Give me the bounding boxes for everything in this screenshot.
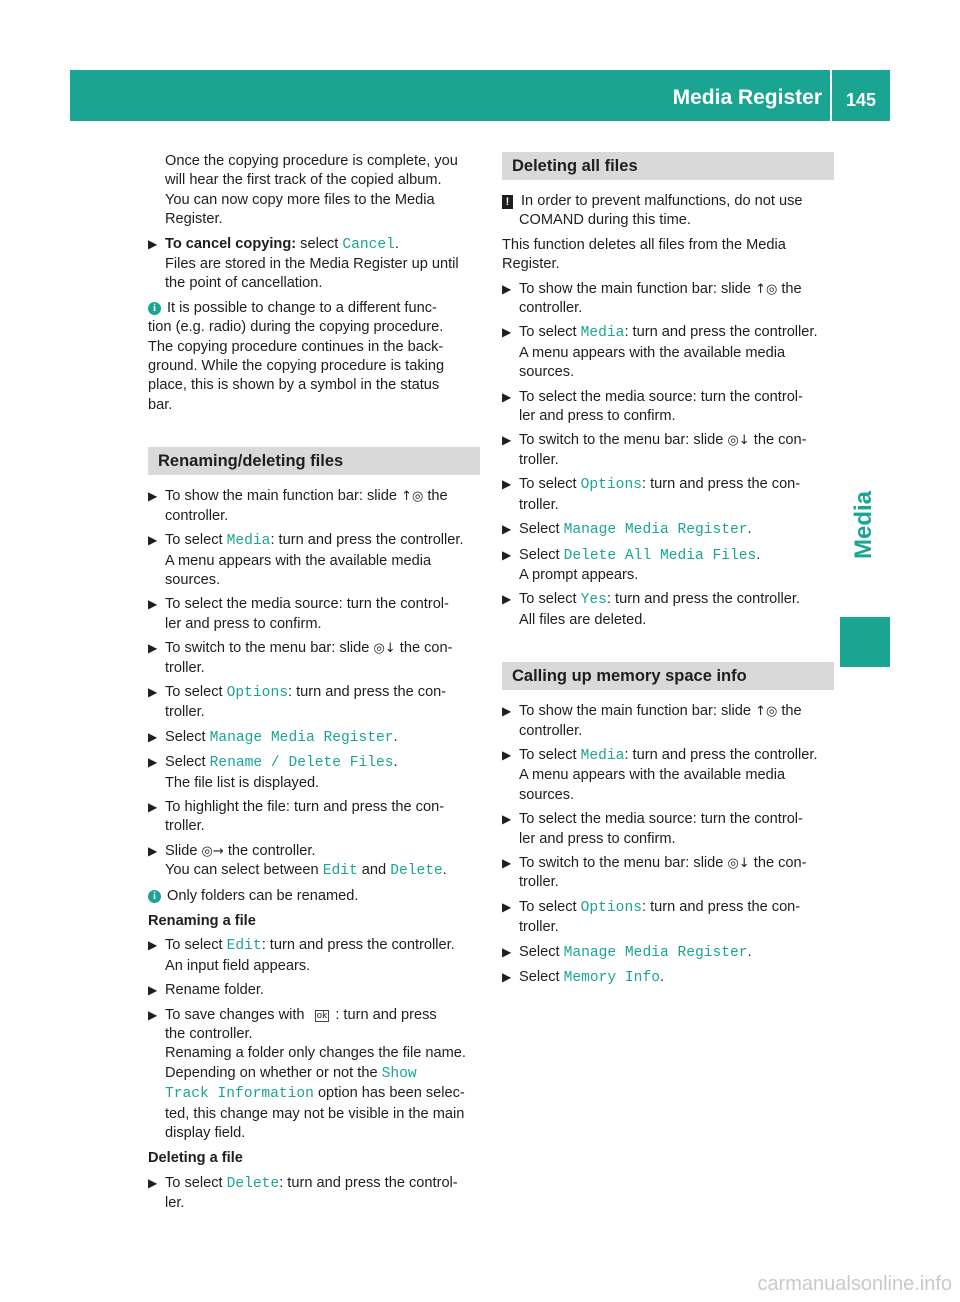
step-text: To show the main function bar: slide	[519, 280, 756, 297]
info-text: The copying procedure continues in the back-	[148, 338, 444, 355]
step-text: ler and press to confirm.	[165, 615, 322, 632]
step-arrow-icon: ▶	[148, 1007, 158, 1022]
menu-item-track-information: Track Information	[165, 1086, 314, 1103]
step	[148, 936, 480, 976]
step-text: .	[747, 943, 752, 960]
step	[148, 683, 480, 723]
step-text: Select	[519, 943, 564, 960]
step-text: controller.	[519, 722, 583, 739]
step	[502, 746, 834, 805]
step-arrow-icon: ▶	[502, 547, 512, 562]
step-text: Select	[519, 969, 564, 985]
menu-item-delete-all-media-files: Delete All Media Files	[563, 547, 757, 564]
intro-line: You can now copy more files to the Media	[165, 191, 435, 208]
intro-paragraph	[148, 152, 480, 230]
step-text: sources.	[519, 786, 575, 803]
warning-icon: !	[502, 195, 513, 209]
menu-item-delete: Delete	[226, 1175, 280, 1192]
step	[502, 810, 834, 849]
left-column	[148, 152, 480, 1219]
menu-item-memory-info: Memory Info	[563, 970, 660, 986]
step	[148, 1006, 480, 1144]
step-text: .	[747, 521, 752, 538]
step	[502, 898, 834, 938]
step-arrow-icon: ▶	[148, 983, 158, 998]
menu-item-show: Show	[381, 1065, 417, 1082]
step-arrow-icon: ▶	[148, 799, 158, 814]
description	[502, 236, 834, 275]
step-text: select	[296, 235, 343, 252]
step	[148, 531, 480, 590]
step-text: : turn and press the control-	[279, 1174, 458, 1191]
step-text: : turn and press	[335, 1006, 437, 1023]
step	[502, 520, 834, 540]
step-text: and	[357, 862, 391, 879]
step-text: the controller.	[165, 1026, 253, 1043]
step-text: To select	[519, 476, 581, 493]
step-arrow-icon: ▶	[502, 522, 512, 537]
info-text: Only folders can be renamed.	[167, 887, 359, 904]
step	[148, 487, 480, 526]
step	[502, 854, 834, 893]
menu-item-edit: Edit	[226, 938, 262, 955]
menu-item-manage-media-register: Manage Media Register	[209, 729, 394, 746]
step-text: the	[777, 280, 802, 297]
step-text: sources.	[165, 571, 221, 588]
step-text: To select	[165, 1174, 227, 1191]
step-text: To select	[519, 591, 581, 608]
info-text: place, this is shown by a symbol in the status	[148, 377, 440, 394]
step-text: To save changes with	[165, 1006, 309, 1023]
step-text: To select	[519, 898, 581, 915]
step-arrow-icon: ▶	[502, 944, 512, 959]
step-text: option has been selec-	[313, 1085, 465, 1102]
header-divider	[830, 70, 832, 121]
step-text: the	[777, 703, 802, 720]
step-arrow-icon: ▶	[148, 533, 158, 548]
step-arrow-icon: ▶	[502, 812, 512, 827]
info-icon: i	[148, 302, 161, 315]
subheading-renaming-a-file: Renaming a file	[148, 913, 256, 929]
warning-text: In order to prevent malfunctions, do not use	[521, 193, 803, 209]
step-text: : turn and press the controller.	[261, 937, 455, 954]
step-text: To show the main function bar: slide	[519, 703, 756, 720]
cancel-copying-step	[148, 235, 480, 294]
step-arrow-icon: ▶	[148, 755, 158, 770]
step-text: A menu appears with the available media	[519, 767, 786, 784]
step-text: Select	[519, 546, 564, 563]
step	[148, 1174, 480, 1214]
step	[502, 968, 834, 988]
step-text: To switch to the menu bar: slide	[165, 640, 374, 657]
step-text: All files are deleted.	[519, 611, 647, 628]
step-text: the controller.	[223, 842, 316, 859]
warning-note	[502, 192, 834, 231]
intro-line: will hear the first track of the copied album.	[165, 172, 442, 189]
step-text: the	[423, 488, 448, 505]
intro-line: Register.	[165, 211, 223, 228]
menu-item-options: Options	[580, 899, 642, 916]
step-text: : turn and press the con-	[641, 898, 801, 915]
step-text: To select the media source: turn the control-	[519, 811, 803, 828]
menu-item-delete: Delete	[390, 863, 443, 880]
step-arrow-icon: ▶	[502, 970, 512, 984]
step-arrow-icon: ▶	[502, 389, 512, 404]
step-text: A prompt appears.	[519, 566, 639, 583]
step-text: : turn and press the controller.	[624, 746, 818, 763]
step-arrow-icon: ▶	[502, 592, 512, 607]
menu-item-manage-media-register: Manage Media Register	[563, 522, 748, 539]
ok-icon: ok	[316, 1010, 328, 1021]
page-header-title: Media Register	[672, 86, 822, 109]
side-tab-text: Media	[850, 490, 877, 560]
info-note	[148, 299, 480, 415]
step-text: .	[393, 754, 398, 771]
step-text: A menu appears with the available media	[519, 344, 786, 361]
step	[148, 639, 480, 678]
step-arrow-icon: ▶	[148, 1175, 158, 1190]
step	[502, 943, 834, 963]
step-text: : turn and press the con-	[641, 476, 801, 493]
controller-slide-up-icon: ↑◎	[755, 281, 778, 297]
step-text: : turn and press the controller.	[606, 591, 801, 608]
step-arrow-icon: ▶	[148, 843, 158, 858]
step-text: the point of cancellation.	[165, 275, 323, 292]
step-arrow-icon: ▶	[502, 747, 512, 762]
step-arrow-icon: ▶	[502, 281, 512, 296]
intro-line: Once the copying procedure is complete, you	[165, 153, 458, 169]
step-text: ler and press to confirm.	[519, 408, 676, 425]
step-text: To switch to the menu bar: slide	[519, 854, 728, 871]
section-heading-deleting-all-files: Deleting all files	[502, 152, 834, 180]
step-text: To show the main function bar: slide	[165, 488, 402, 505]
step-text: the con-	[749, 432, 807, 449]
side-tab-block	[840, 617, 890, 667]
menu-item-edit: Edit	[322, 863, 358, 880]
step-text: To select the media source: turn the control-	[165, 596, 449, 613]
step-bold-label: To cancel copying:	[165, 235, 297, 252]
menu-item-manage-media-register: Manage Media Register	[563, 944, 748, 961]
step-arrow-icon: ▶	[148, 236, 158, 251]
step-text: .	[393, 728, 398, 745]
step-text: troller.	[165, 704, 205, 721]
menu-item-rename-delete-files: Rename / Delete Files	[209, 755, 394, 772]
step-text: An input field appears.	[165, 957, 311, 974]
right-column	[502, 152, 834, 993]
step	[148, 798, 480, 837]
step	[502, 280, 834, 319]
step-text: .	[659, 969, 665, 985]
subheading-deleting-a-file: Deleting a file	[148, 1150, 243, 1167]
section-heading-memory-space-info: Calling up memory space info	[502, 662, 834, 690]
step-text: troller.	[519, 496, 559, 513]
step-arrow-icon: ▶	[502, 855, 512, 870]
controller-slide-up-icon: ↑◎	[755, 704, 778, 720]
controller-slide-down-icon: ◎↓	[373, 641, 396, 657]
info-text: tion (e.g. radio) during the copying procedure.	[148, 319, 444, 336]
step-text: Select	[519, 521, 564, 538]
step-arrow-icon: ▶	[148, 641, 158, 656]
controller-slide-up-icon: ↑◎	[401, 489, 424, 505]
step-text: To select	[165, 683, 227, 700]
step	[502, 475, 834, 515]
step-text: .	[394, 235, 399, 252]
step-text: The file list is displayed.	[165, 774, 320, 791]
step-text: the con-	[749, 854, 807, 871]
step-text: You can select between	[165, 862, 323, 879]
step-arrow-icon: ▶	[148, 684, 158, 699]
step-arrow-icon: ▶	[148, 938, 158, 953]
step-text: ted, this change may not be visible in the main	[165, 1105, 465, 1122]
step-text: To select	[519, 746, 581, 763]
step	[502, 702, 834, 741]
page-number: 145	[846, 90, 877, 110]
step-text: To select the media source: turn the control-	[519, 388, 803, 405]
step-text: To select	[165, 937, 227, 954]
step-text: troller.	[519, 874, 559, 891]
controller-slide-down-icon: ◎↓	[727, 433, 750, 449]
menu-item-media: Media	[226, 533, 271, 550]
step	[148, 595, 480, 634]
step	[502, 323, 834, 382]
step	[502, 590, 834, 630]
step-text: To select	[519, 324, 581, 341]
menu-item-media: Media	[580, 747, 625, 764]
step-text: : turn and press the con-	[287, 683, 447, 700]
step-arrow-icon: ▶	[502, 477, 512, 492]
watermark: carmanualsonline.info	[757, 1273, 952, 1295]
step-text: Renaming a folder only changes the file name.	[165, 1045, 466, 1062]
step-text: the con-	[395, 640, 453, 657]
step-arrow-icon: ▶	[148, 489, 158, 504]
step-text: controller.	[519, 300, 583, 317]
menu-item-yes: Yes	[580, 592, 607, 609]
step-text: troller.	[165, 818, 205, 835]
step-text: Slide	[165, 842, 202, 859]
info-note	[148, 887, 480, 906]
step-text: .	[756, 546, 761, 563]
step-text: A menu appears with the available media	[165, 552, 432, 569]
description-text: Register.	[502, 256, 560, 273]
step-arrow-icon: ▶	[502, 704, 512, 719]
step	[148, 842, 480, 882]
info-text: bar.	[148, 396, 173, 413]
step-text: Rename folder.	[165, 982, 264, 999]
step	[502, 388, 834, 427]
step-arrow-icon: ▶	[148, 597, 158, 612]
step-text: troller.	[165, 659, 205, 676]
controller-slide-down-icon: ◎↓	[727, 855, 750, 871]
info-text: It is possible to change to a different func-	[167, 299, 437, 316]
step-text: Files are stored in the Media Register up until	[165, 256, 459, 273]
step-text: To highlight the file: turn and press the con-	[165, 798, 445, 815]
step-arrow-icon: ▶	[502, 433, 512, 448]
step	[148, 981, 480, 1000]
info-text: ground. While the copying procedure is taking	[148, 358, 445, 375]
step-text: To select	[165, 532, 227, 549]
step	[148, 728, 480, 748]
step-text: troller.	[519, 919, 559, 936]
warning-text: COMAND during this time.	[519, 212, 691, 229]
step-text: sources.	[519, 364, 575, 381]
step	[502, 546, 834, 586]
description-text: This function deletes all files from the Media	[502, 236, 786, 253]
step-arrow-icon: ▶	[502, 325, 512, 340]
controller-slide-right-icon: ◎→	[201, 843, 224, 859]
menu-item-options: Options	[226, 684, 288, 701]
step-text: display field.	[165, 1125, 246, 1142]
step-text: : turn and press the controller.	[270, 532, 464, 549]
step-text: To switch to the menu bar: slide	[519, 432, 728, 449]
side-tab-label	[838, 455, 890, 595]
menu-item-cancel: Cancel	[342, 236, 395, 253]
step-text: troller.	[519, 451, 559, 468]
step-text: Select	[165, 728, 210, 745]
step-arrow-icon: ▶	[148, 729, 158, 744]
step	[148, 753, 480, 793]
step-text: controller.	[165, 507, 229, 524]
step	[502, 431, 834, 470]
step-text: .	[442, 862, 447, 879]
step-text: Depending on whether or not the	[165, 1064, 382, 1081]
step-text: Select	[165, 754, 210, 771]
step-text: : turn and press the controller.	[624, 324, 818, 341]
section-heading-renaming: Renaming/deleting files	[148, 447, 480, 475]
info-icon: i	[148, 890, 161, 903]
menu-item-media: Media	[580, 325, 625, 342]
step-text: ler and press to confirm.	[519, 830, 676, 847]
step-text: ler.	[165, 1195, 185, 1212]
menu-item-options: Options	[580, 477, 642, 494]
step-arrow-icon: ▶	[502, 899, 512, 914]
